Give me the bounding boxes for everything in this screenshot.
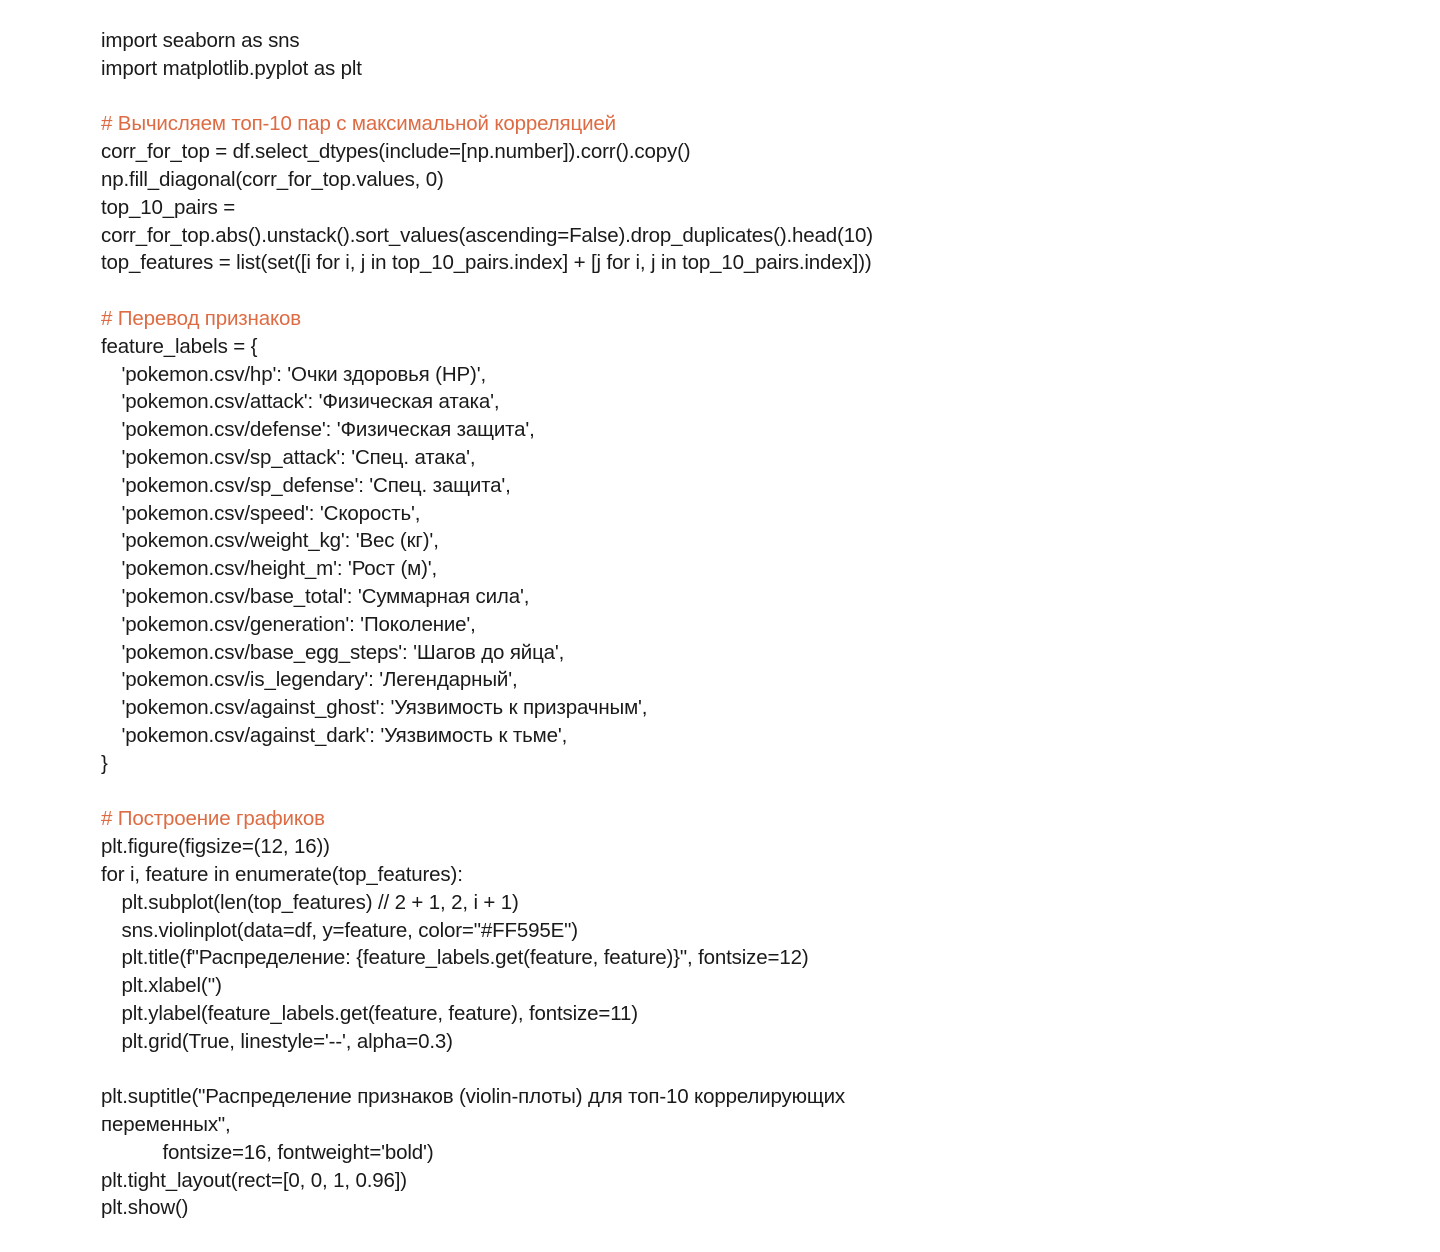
code-line: corr_for_top.abs().unstack().sort_values(ascending=False).drop_duplicates().head(10) xyxy=(101,223,873,247)
code-line: 'pokemon.csv/base_egg_steps': 'Шагов до яйца', xyxy=(121,640,565,664)
code-line: plt.title(f"Распределение: {feature_labels.get(feature, feature)}", fontsize=12) xyxy=(121,946,809,970)
code-block xyxy=(101,27,1401,1222)
code-line: top_features = list(set([i for i, j in top_10_pairs.index] + [j for i, j in top_10_pairs.index])) xyxy=(101,251,872,275)
code-line: 'pokemon.csv/sp_defense': 'Спец. защита', xyxy=(121,473,511,497)
code-line: plt.subplot(len(top_features) // 2 + 1, 2, i + 1) xyxy=(121,890,519,914)
code-comment-line: # Вычисляем топ-10 пар с максимальной корреляцией xyxy=(101,112,616,136)
code-line: 'pokemon.csv/base_total': 'Суммарная сила', xyxy=(121,584,530,608)
code-comment-line: # Построение графиков xyxy=(101,807,325,831)
code-line: fontsize=16, fontweight='bold') xyxy=(162,1140,434,1164)
code-blank-line xyxy=(101,277,1401,305)
code-line: plt.suptitle("Распределение признаков (violin-плоты) для топ-10 коррелирующих xyxy=(101,1085,845,1109)
code-line: feature_labels = { xyxy=(101,334,258,358)
code-line: 'pokemon.csv/attack': 'Физическая атака', xyxy=(121,390,500,414)
code-blank-line xyxy=(101,1055,1401,1083)
code-line: 'pokemon.csv/weight_kg': 'Вес (кг)', xyxy=(121,529,439,553)
code-line: 'pokemon.csv/hp': 'Очки здоровья (HP)', xyxy=(121,362,487,386)
code-blank-line xyxy=(101,778,1401,806)
code-line: for i, feature in enumerate(top_features): xyxy=(101,862,463,886)
code-line: plt.grid(True, linestyle='--', alpha=0.3) xyxy=(121,1029,453,1053)
code-line: 'pokemon.csv/height_m': 'Рост (м)', xyxy=(121,557,438,581)
code-line: sns.violinplot(data=df, y=feature, color="#FF595E") xyxy=(121,918,578,942)
code-line: 'pokemon.csv/speed': 'Скорость', xyxy=(121,501,421,525)
code-line: переменных", xyxy=(101,1113,231,1137)
code-line: import seaborn as sns xyxy=(101,29,300,52)
code-line: 'pokemon.csv/is_legendary': 'Легендарный', xyxy=(121,668,518,692)
code-line: plt.ylabel(feature_labels.get(feature, feature), fontsize=11) xyxy=(121,1001,638,1025)
code-line: 'pokemon.csv/against_dark': 'Уязвимость к тьме', xyxy=(121,723,568,747)
code-line: plt.tight_layout(rect=[0, 0, 1, 0.96]) xyxy=(101,1168,407,1192)
code-comment-line: # Перевод признаков xyxy=(101,306,302,330)
code-line: import matplotlib.pyplot as plt xyxy=(101,56,362,80)
code-line: 'pokemon.csv/against_ghost': 'Уязвимость к призрачным', xyxy=(121,696,648,720)
code-line: 'pokemon.csv/sp_attack': 'Спец. атака', xyxy=(121,445,476,469)
code-line: top_10_pairs = xyxy=(101,195,236,219)
code-line: 'pokemon.csv/defense': 'Физическая защита', xyxy=(121,418,535,442)
code-line: plt.show() xyxy=(101,1196,189,1220)
code-line: } xyxy=(101,751,108,775)
code-line: plt.figure(figsize=(12, 16)) xyxy=(101,835,330,859)
code-line: np.fill_diagonal(corr_for_top.values, 0) xyxy=(101,167,444,191)
code-blank-line xyxy=(101,83,1401,111)
code-line: corr_for_top = df.select_dtypes(include=[np.number]).corr().copy() xyxy=(101,140,691,164)
code-line: plt.xlabel('') xyxy=(121,974,222,998)
code-line: 'pokemon.csv/generation': 'Поколение', xyxy=(121,612,476,636)
